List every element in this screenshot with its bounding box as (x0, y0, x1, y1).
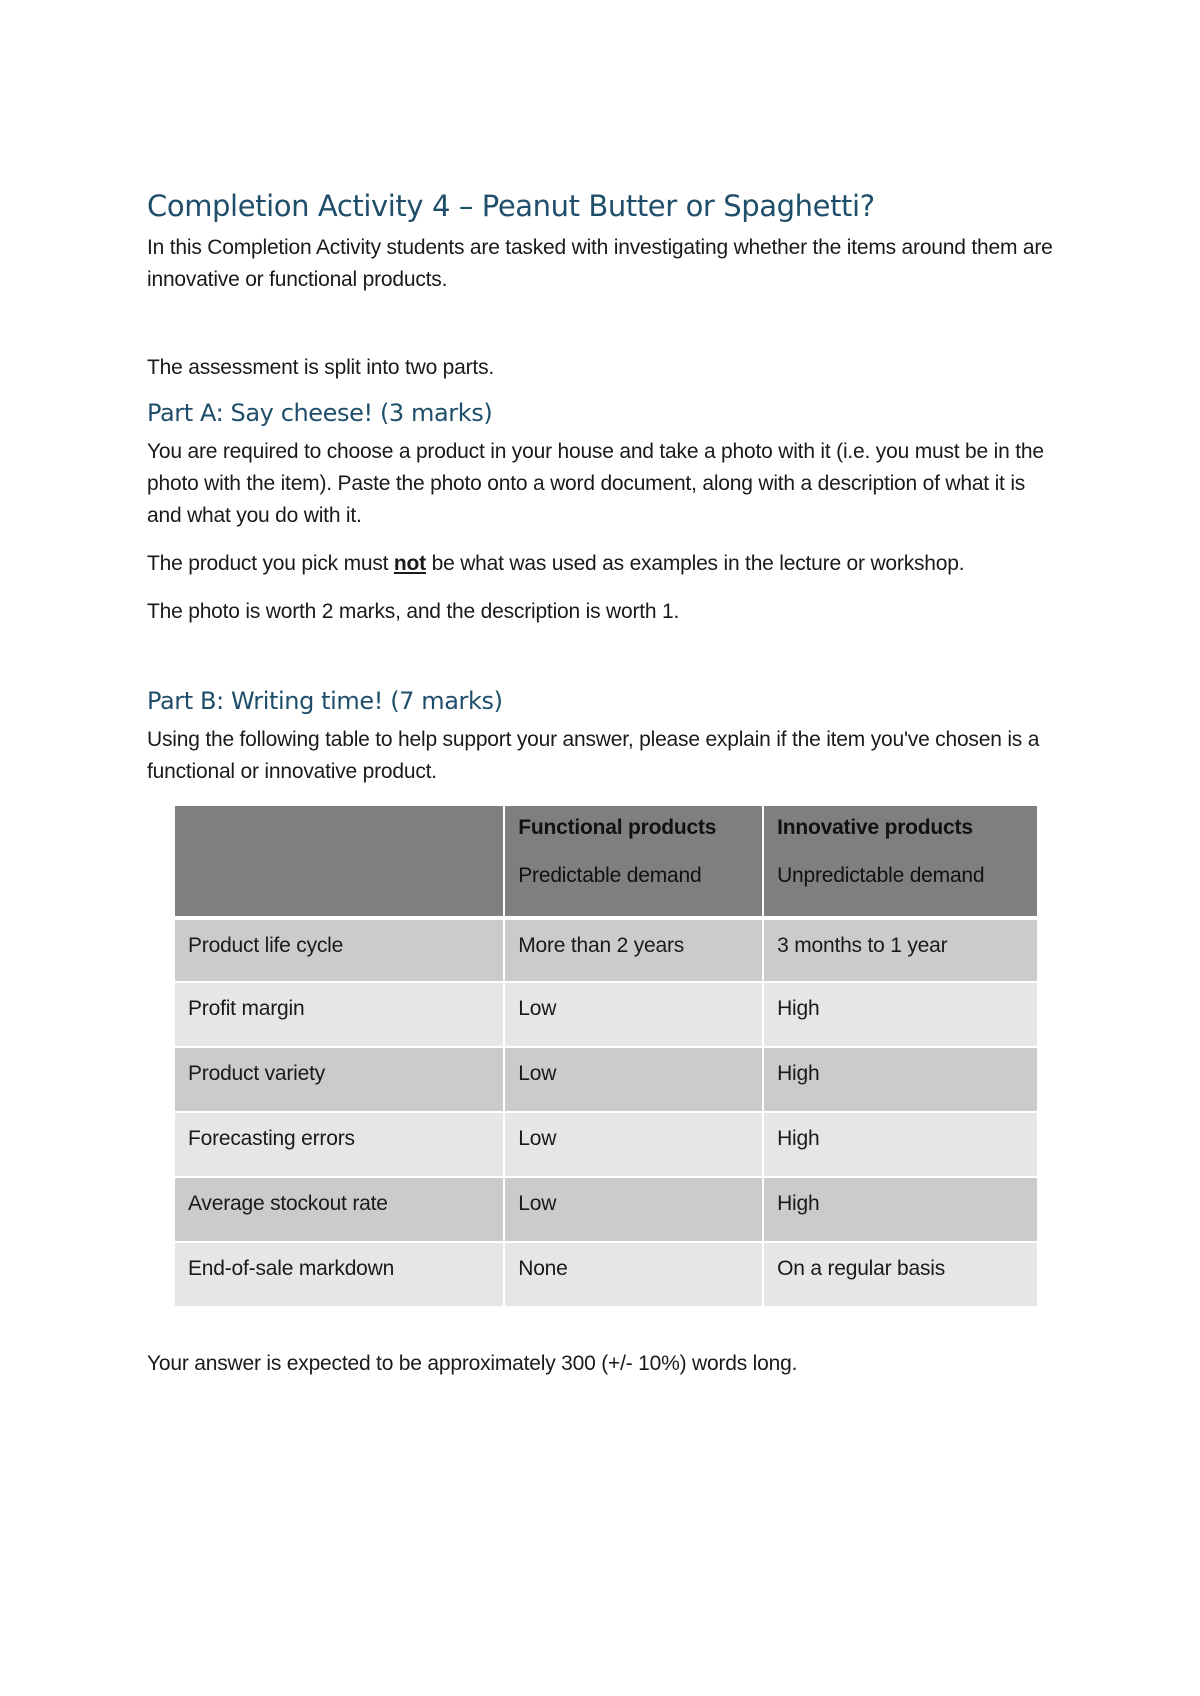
part-b-heading: Part B: Writing time! (7 marks) (147, 687, 503, 715)
table-row (175, 1048, 1037, 1111)
functional-value: Low (505, 1178, 762, 1241)
header-cell-empty (175, 806, 503, 916)
functional-value: Low (505, 1113, 762, 1176)
functional-value: Low (505, 983, 762, 1046)
table-header-row (175, 806, 1037, 916)
innovative-products-subtitle: Unpredictable demand (777, 864, 985, 887)
row-label: End-of-sale markdown (175, 1243, 503, 1306)
restriction-text-after: be what was used as examples in the lecture or workshop. (425, 552, 965, 575)
table-row (175, 918, 1037, 981)
restriction-text-before: The product you pick must (147, 552, 394, 575)
header-cell-functional (505, 806, 762, 916)
row-label: Average stockout rate (175, 1178, 503, 1241)
part-b-instructions: Using the following table to help support your answer, please explain if the item you've chosen is a functional or innovative product. (147, 728, 1040, 783)
innovative-products-title: Innovative products (777, 816, 973, 839)
innovative-value: High (764, 1178, 1037, 1241)
functional-value: Low (505, 1048, 762, 1111)
table-row (175, 983, 1037, 1046)
innovative-value: High (764, 1048, 1037, 1111)
row-label: Forecasting errors (175, 1113, 503, 1176)
table-row (175, 1243, 1037, 1306)
innovative-value: High (764, 983, 1037, 1046)
functional-value: More than 2 years (505, 918, 762, 981)
part-a-restriction (147, 548, 1057, 580)
part-a-heading: Part A: Say cheese! (3 marks) (147, 399, 493, 427)
table-row (175, 1113, 1037, 1176)
innovative-value: 3 months to 1 year (764, 918, 1037, 981)
restriction-emphasis: not (393, 552, 426, 575)
innovative-value: On a regular basis (764, 1243, 1037, 1306)
document-page (147, 186, 1057, 1380)
functional-products-subtitle: Predictable demand (518, 864, 702, 887)
row-label: Product life cycle (175, 918, 503, 981)
innovative-value: High (764, 1113, 1037, 1176)
row-label: Profit margin (175, 983, 503, 1046)
intro-paragraph: In this Completion Activity students are tasked with investigating whether the items around them are innovative or functional products. (147, 236, 1053, 291)
part-a-instructions: You are required to choose a product in your house and take a photo with it (i.e. you must be in the photo with the item). Paste the photo onto a word document, along with a description of what it is and what you do with it. (147, 440, 1044, 527)
page-title: Completion Activity 4 – Peanut Butter or Spaghetti? (147, 189, 875, 223)
part-a-marks: The photo is worth 2 marks, and the description is worth 1. (147, 600, 680, 623)
functional-value: None (505, 1243, 762, 1306)
row-label: Product variety (175, 1048, 503, 1111)
functional-products-title: Functional products (518, 816, 717, 839)
table-row (175, 1178, 1037, 1241)
header-cell-innovative (764, 806, 1037, 916)
product-comparison-table (173, 804, 1039, 1308)
split-paragraph: The assessment is split into two parts. (147, 356, 495, 379)
closing-paragraph: Your answer is expected to be approximately 300 (+/- 10%) words long. (147, 1352, 798, 1375)
